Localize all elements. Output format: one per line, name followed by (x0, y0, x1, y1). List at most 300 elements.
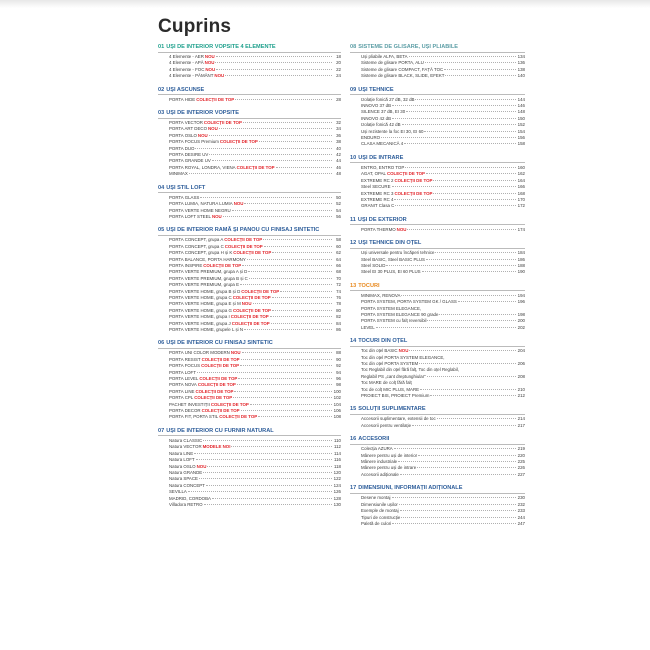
page-number: 202 (517, 324, 525, 330)
entry-tag: MODELE NOI (202, 444, 231, 450)
entry-text: Natura OSLO (169, 463, 196, 469)
page-number: 162 (517, 171, 525, 177)
entry-text: PORTA VERTE PREMIUM, grupa A și D (169, 269, 248, 275)
entry-tag: COLECȚII DE TOP (194, 395, 233, 401)
page-number: 122 (333, 476, 341, 482)
dot-leader (444, 69, 516, 70)
page-number: 130 (333, 501, 341, 507)
dot-leader (219, 128, 332, 129)
page-number: 60 (336, 243, 341, 249)
dot-leader (232, 210, 332, 211)
dot-leader (392, 186, 516, 187)
entry-text: 4 Elemente - APĂ (169, 60, 204, 66)
entry-text: Natura CLASSIC (169, 437, 203, 443)
dot-leader (270, 316, 332, 317)
section-heading (350, 87, 525, 96)
section-number: 16 (350, 436, 357, 443)
entry-text: PORTA SYSTEM, PORTA SYSTEM GK / GLASS (361, 299, 457, 305)
section-number: 09 (350, 86, 357, 93)
page-number: 226 (517, 465, 525, 471)
page-number: 136 (517, 60, 525, 66)
section-heading (158, 44, 341, 53)
section-title: DIMENSIUNI, INFORMAȚII ADIȚIONALE (358, 485, 463, 492)
entry-text: PORTA ART DECO (169, 126, 207, 132)
dot-leader (258, 416, 332, 417)
entry-text: Sisteme de glisare BLACK, SLIDE, EFEKT (361, 73, 445, 79)
page-number: 74 (336, 288, 341, 294)
dot-leader (259, 141, 332, 142)
dot-leader (238, 378, 332, 379)
entry-text: Accesorii pentru ventilație (361, 422, 412, 428)
dot-leader (422, 271, 516, 272)
dot-leader (420, 389, 516, 390)
section-heading (158, 227, 341, 236)
entry-label (169, 502, 203, 508)
entry-tag: NOU (214, 73, 225, 79)
page-number: 68 (336, 269, 341, 275)
entry-text: PORTA VERTE HOME, grupa G (169, 307, 232, 313)
entry-label (361, 73, 444, 79)
entry-text: PORTA LOFT STEEL (169, 213, 211, 219)
entry-label (169, 327, 243, 333)
entry-text: CLASA MECANICĂ 4 (361, 141, 404, 147)
entry-text: INNOVO 37 dB (361, 103, 392, 109)
dot-leader (253, 303, 333, 304)
page-number: 232 (517, 501, 525, 507)
entry-tag: NOU (398, 348, 409, 354)
entry-text: AGAT, OPAL (361, 171, 386, 177)
page-number: 46 (336, 164, 341, 170)
entry-text: SEVILLA (169, 489, 187, 495)
page-number: 150 (517, 115, 525, 121)
entry-text: 4 Elemente - AER (169, 54, 204, 59)
page-number: 84 (336, 320, 341, 326)
section-heading (158, 340, 341, 349)
entry-text: PORTA VERTE HOME, grupa I (169, 314, 230, 320)
dot-leader (395, 205, 516, 206)
entry-text: Desene montaj (361, 495, 391, 501)
dot-leader (409, 350, 516, 351)
entry-tag: COLECȚII DE TOP (199, 376, 238, 382)
dot-leader (209, 154, 332, 155)
entry-text: LEVEL (361, 324, 375, 330)
entry-tag: COLECȚII DE TOP (236, 164, 275, 170)
page-number: 172 (517, 203, 525, 209)
page-number: 88 (336, 350, 341, 356)
page-number: 124 (333, 482, 341, 488)
entry-text: PORTA LUMIA, NATURA LUMIA (169, 201, 233, 207)
entry-tag: NOU (204, 54, 215, 59)
page-number: 194 (517, 292, 525, 298)
dot-leader (225, 75, 332, 76)
dot-leader (231, 446, 332, 447)
toc-entry[interactable] (350, 521, 525, 527)
page-number: 140 (517, 73, 525, 79)
entry-text: PORTA FIT, PORTA STIL (169, 414, 219, 420)
dot-leader (206, 485, 332, 486)
entry-tag: COLECȚII DE TOP (201, 408, 240, 414)
entry-text: Toc MARE de colț fără falț (361, 380, 412, 386)
dot-leader (394, 199, 516, 200)
dot-leader (415, 99, 516, 100)
entry-tag: COLECȚII DE TOP (219, 139, 258, 145)
entry-text: EXTREME RC 3 (361, 190, 394, 196)
entry-text: PORTA RESIST (169, 356, 201, 362)
entry-label (361, 393, 429, 399)
section-number: 08 (350, 44, 357, 50)
toc-entry[interactable] (158, 327, 341, 333)
dot-leader (399, 504, 516, 505)
toc-section (350, 155, 525, 210)
entry-tag: NOU (196, 463, 207, 469)
section-number: 03 (158, 110, 165, 117)
entry-text: Paletă de culori (361, 520, 392, 526)
toc-section (158, 44, 341, 80)
dot-leader (271, 323, 332, 324)
page-number: 128 (333, 495, 341, 501)
entry-text: Natura VECTOR (169, 444, 202, 450)
dot-leader (386, 265, 516, 266)
section-number: 10 (350, 154, 357, 161)
page-number: 230 (517, 495, 525, 501)
entry-text: PORTA CONCEPT, grupa H și K (169, 250, 233, 256)
entry-text: PORTA CONCEPT, grupa A (169, 237, 224, 243)
section-heading (350, 240, 525, 249)
toc-section (350, 87, 525, 148)
entry-tag: COLECȚII DE TOP (201, 363, 240, 369)
entry-text: Tipuri de construcție (361, 514, 401, 520)
dot-leader (394, 448, 516, 449)
dot-leader (272, 310, 332, 311)
toc-section (158, 227, 341, 333)
section-title: TOCURI DIN OȚEL (358, 338, 408, 345)
page-number: 34 (336, 126, 341, 132)
section-title: UȘI DE INTERIOR CU FURNIR NATURAL (166, 427, 274, 434)
toc-entry[interactable] (158, 214, 341, 220)
dot-leader (264, 246, 332, 247)
entry-tag: NOU (230, 350, 241, 356)
dot-leader (376, 327, 516, 328)
dot-leader (272, 252, 332, 253)
entry-tag: NOU (233, 201, 244, 207)
page-number: 154 (517, 128, 525, 134)
entry-tag: COLECȚII DE TOP (201, 356, 240, 362)
toc-section (158, 340, 341, 420)
toc-entry[interactable] (350, 325, 525, 331)
page-number: 186 (517, 256, 525, 262)
dot-leader (430, 395, 516, 396)
toc-entry[interactable] (350, 227, 525, 233)
toc-section (350, 44, 525, 80)
page-number: 174 (517, 226, 525, 232)
dot-leader (405, 167, 516, 168)
toc-entry[interactable] (158, 97, 341, 103)
dot-leader (419, 363, 516, 364)
dot-leader (409, 56, 516, 57)
section-number: 02 (158, 86, 165, 93)
dot-leader (241, 359, 332, 360)
page-number: 220 (517, 452, 525, 458)
page-number: 76 (336, 294, 341, 300)
toc-entry[interactable] (158, 171, 341, 177)
section-heading (350, 155, 525, 164)
entry-label (169, 171, 188, 177)
entry-text: Uși pliabile ALFA, BETA (361, 54, 408, 59)
page-number: 64 (336, 256, 341, 262)
entry-text: PORTA FOCUS Premium (169, 139, 219, 145)
page-number: 168 (517, 190, 525, 196)
section-title: UȘI ASCUNSE (166, 86, 205, 93)
toc-section (158, 87, 341, 103)
toc-entry[interactable] (350, 73, 525, 79)
dot-leader (435, 252, 516, 253)
entry-text: EXTREME RC 2 (361, 177, 394, 183)
page-number: 78 (336, 301, 341, 307)
entry-text: SILENCE 37 dB, EI 30 (361, 109, 406, 115)
entry-text: Accesorii adiționale (361, 471, 399, 477)
entry-text: PORTA UNI COLOR MODERN (169, 350, 230, 356)
toc-entry[interactable] (158, 502, 341, 508)
dot-leader (400, 474, 516, 475)
page-number: 214 (517, 416, 525, 422)
page-number: 90 (336, 356, 341, 362)
dot-leader (424, 131, 516, 132)
entry-label (169, 73, 224, 79)
page-number: 24 (336, 73, 341, 79)
section-heading (158, 87, 341, 96)
entry-label (169, 214, 222, 220)
page-number: 22 (336, 66, 341, 72)
page-number: 196 (517, 299, 525, 305)
entry-text: Toc din oțel PORTA SYSTEM ELEGANCE, (361, 354, 445, 360)
entry-label (361, 269, 421, 275)
entry-text: PORTA HIDE (169, 96, 196, 102)
toc-entry[interactable] (350, 393, 525, 399)
section-heading (350, 338, 525, 347)
dot-leader (427, 376, 516, 377)
toc-section (350, 485, 525, 527)
entry-tag: NOU (204, 60, 215, 66)
entry-text: 4 Elemente - PĂMÂNT (169, 73, 214, 79)
entry-label (361, 227, 406, 233)
entry-text: MINIMAX (169, 171, 188, 177)
dot-leader (401, 517, 516, 518)
dot-leader (400, 510, 516, 511)
dot-leader (392, 118, 516, 119)
entry-text: PORTA VERTE PREMIUM, grupa E (169, 282, 240, 288)
section-title: UȘI DE INTERIOR VOPSITE 4 ELEMENTE (166, 44, 276, 50)
page-title: Cuprins (158, 16, 232, 37)
page-number: 204 (517, 348, 525, 354)
section-heading (158, 428, 341, 437)
page-number: 32 (336, 120, 341, 126)
page-number: 50 (336, 194, 341, 200)
page-number: 38 (336, 139, 341, 145)
entry-text: MADRID, CORDOBA (169, 495, 211, 501)
page-number: 104 (333, 401, 341, 407)
dot-leader (392, 497, 516, 498)
dot-leader (223, 216, 332, 217)
dot-leader (235, 99, 332, 100)
section-heading (350, 436, 525, 445)
page-number: 233 (517, 508, 525, 514)
dot-leader (433, 193, 516, 194)
dot-leader (417, 467, 516, 468)
entry-text: PORTA DECOR (169, 408, 201, 414)
entry-text: Reglabil PS „cant dreptunghiular” (361, 373, 426, 379)
toc-entry[interactable] (350, 472, 525, 478)
dot-leader (263, 239, 332, 240)
dot-leader (272, 297, 332, 298)
entry-text: PORTA NOVA (169, 382, 197, 388)
entry-text: Natura LINE (169, 450, 194, 456)
entry-tag: COLECȚII DE TOP (394, 177, 433, 183)
section-number: 06 (158, 340, 165, 347)
page-number: 217 (517, 422, 525, 428)
page-number: 198 (517, 311, 525, 317)
dot-leader (276, 167, 332, 168)
page-number: 190 (517, 269, 525, 275)
entry-tag: COLECȚII DE TOP (203, 262, 242, 268)
page-number: 158 (517, 141, 525, 147)
dot-leader (398, 461, 516, 462)
entry-tag: NOU (197, 132, 208, 138)
page-number: 98 (336, 382, 341, 388)
toc-entry[interactable] (350, 141, 525, 147)
dot-leader (418, 455, 516, 456)
dot-leader (433, 180, 516, 181)
entry-tag: COLECȚII DE TOP (197, 382, 236, 388)
page-number: 166 (517, 184, 525, 190)
toc-entry[interactable] (158, 73, 341, 79)
page-number: 156 (517, 135, 525, 141)
page-number: 44 (336, 158, 341, 164)
dot-leader (240, 284, 332, 285)
dot-leader (194, 453, 332, 454)
entry-text: 4 Elemente - FOC (169, 66, 205, 72)
entry-tag: COLECȚII DE TOP (232, 294, 271, 300)
entry-text: PORTA THERMO (361, 226, 396, 232)
dot-leader (207, 466, 332, 467)
toc-section (158, 428, 341, 508)
section-title: SISTEME DE GLISARE, UȘI PLIABILE (358, 44, 459, 50)
section-number: 14 (350, 338, 357, 345)
dot-leader (243, 122, 332, 123)
section-title: UȘI DE INTRARE (358, 154, 404, 161)
entry-tag: NOU (205, 66, 216, 72)
entry-text: PORTA SYSTEM ELEGANCE, (361, 305, 422, 311)
toc-entry[interactable] (350, 269, 525, 275)
section-heading (158, 110, 341, 119)
entry-text: Steel BASIC, Steel BASIC PLUS (361, 256, 425, 262)
dot-leader (404, 143, 516, 144)
dot-leader (426, 259, 516, 260)
dot-leader (215, 62, 332, 63)
entry-text: Izolație fonică 42 dB (361, 122, 401, 128)
dot-leader (237, 384, 332, 385)
toc-entry[interactable] (350, 423, 525, 429)
entry-tag: COLECȚII DE TOP (195, 388, 234, 394)
entry-tag: COLECȚII DE TOP (386, 171, 425, 177)
entry-label (361, 472, 399, 478)
entry-text: PORTA GLASS (169, 194, 200, 200)
entry-text: PORTA DUO (169, 145, 195, 151)
entry-label (169, 414, 257, 420)
page-number: 160 (517, 164, 525, 170)
section-number: 05 (158, 227, 165, 234)
toc-column-right (350, 44, 525, 534)
page-number: 212 (517, 393, 525, 399)
dot-leader (234, 391, 332, 392)
entry-text: Accesorii suplimentare, extensii de toc (361, 416, 436, 422)
entry-text: Dimensiunile ușilor (361, 501, 398, 507)
entry-text: ENDURO (361, 135, 381, 141)
page-number: 208 (517, 373, 525, 379)
section-title: TOCURI (358, 282, 380, 289)
entry-text: PORTA LEVEL (169, 376, 199, 382)
section-title: UȘI TEHNICE (358, 86, 394, 93)
section-number: 04 (158, 184, 165, 191)
dot-leader (407, 229, 516, 230)
dot-leader (244, 329, 332, 330)
toc-entry[interactable] (158, 414, 341, 420)
page-number: 114 (334, 450, 341, 456)
entry-text: Toc din oțel PORTA SYSTEM (361, 361, 419, 366)
page-number: 184 (517, 250, 525, 256)
dot-leader (248, 271, 332, 272)
entry-label (361, 203, 394, 209)
entry-text: PORTA LOFT (169, 369, 196, 375)
page-number: 106 (333, 408, 341, 414)
entry-text: ENTRO, ENTRO TOP (361, 164, 405, 170)
entry-text: EXTREME RC 4 (361, 196, 394, 202)
page-number: 28 (336, 96, 341, 102)
page-number: 210 (517, 386, 525, 392)
dot-leader (195, 148, 332, 149)
dot-leader (197, 372, 332, 373)
entry-text: Toc de colț MIC PLUS, MARE (361, 386, 420, 392)
dot-leader (216, 69, 332, 70)
page-number: 138 (517, 66, 525, 72)
page-number: 52 (336, 201, 341, 207)
dot-leader (212, 498, 332, 499)
page-number: 152 (517, 122, 525, 128)
toc-section (158, 185, 341, 221)
page-number: 36 (336, 132, 341, 138)
page-number: 219 (517, 446, 525, 452)
page-number: 102 (333, 395, 341, 401)
page-number: 92 (336, 363, 341, 369)
section-heading (350, 44, 525, 53)
entry-label (361, 521, 391, 527)
dot-leader (200, 197, 332, 198)
entry-text: Villadora RETRO (169, 501, 203, 507)
page-number: 18 (336, 54, 341, 59)
section-title: UȘI STIL LOFT (166, 184, 206, 191)
page-number: 120 (333, 469, 341, 475)
toc-entry[interactable] (350, 203, 525, 209)
entry-text: Toc Reglabil din oțel fără falț, Toc din oțel Reglabil, (361, 367, 460, 373)
page-number: 54 (336, 207, 341, 213)
entry-text: PORTA VECTOR (169, 120, 203, 126)
dot-leader (241, 410, 332, 411)
section-title: UȘI TEHNICE DIN OȚEL (358, 240, 422, 247)
entry-text: PORTA SYSTEM ELEGANCE 90 grade (361, 311, 439, 317)
entry-text: Steel EI 30 PLUS, EI 60 PLUS (361, 269, 421, 275)
entry-tag: NOU (241, 301, 252, 307)
dot-leader (216, 56, 332, 57)
page-number: 112 (334, 444, 341, 450)
